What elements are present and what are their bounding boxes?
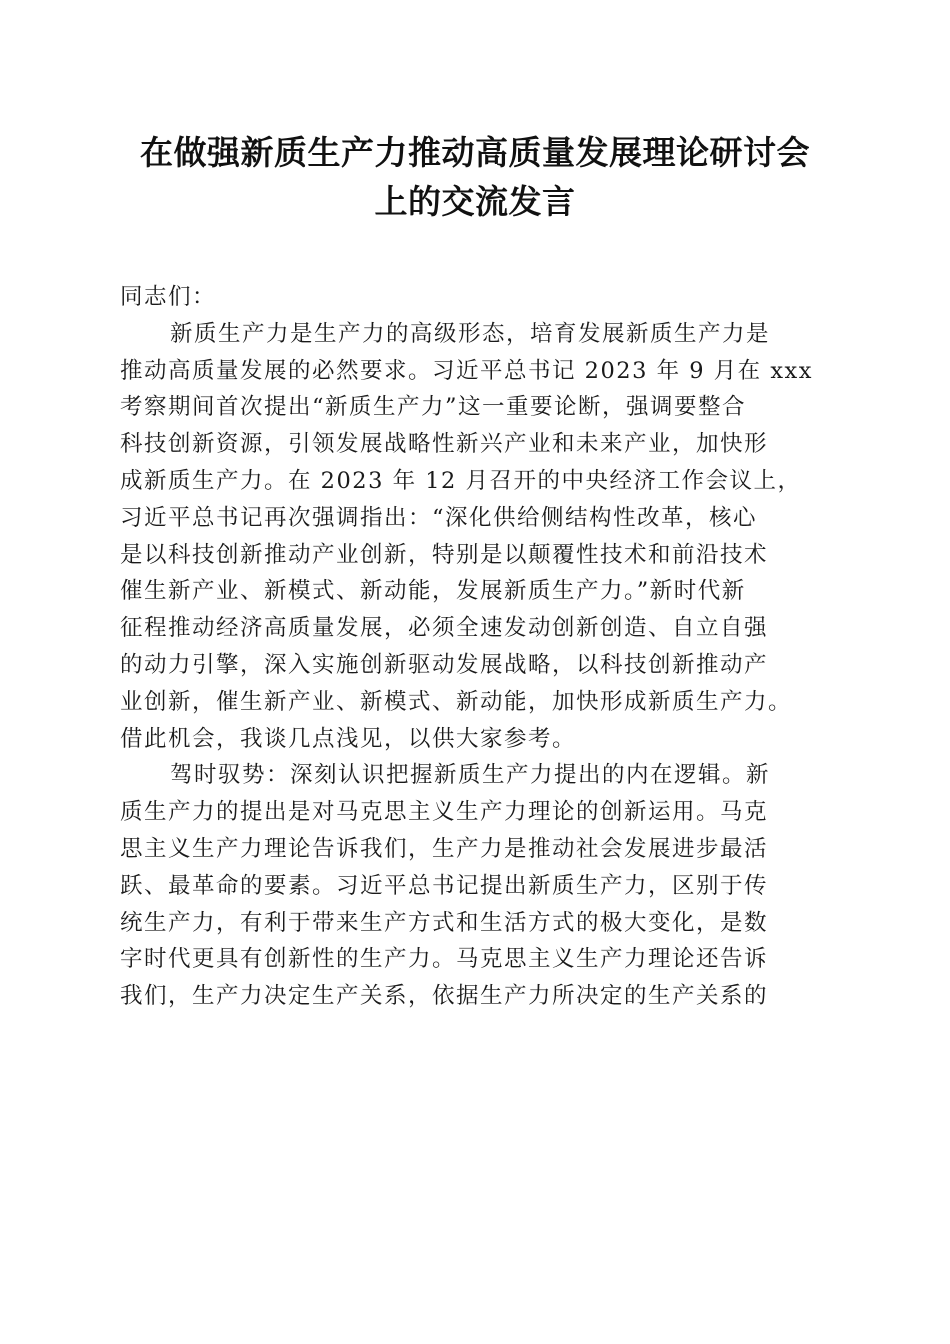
- paragraph-line: 借此机会，我谈几点浅见，以供大家参考。: [120, 725, 577, 752]
- paragraph-line: 征程推动经济高质量发展，必须全速发动创新创造、自立自强: [120, 615, 769, 642]
- title-line: 上的交流发言: [374, 182, 576, 221]
- paragraph-line: 新质生产力是生产力的高级形态，培育发展新质生产力是: [170, 320, 771, 347]
- paragraph-line: 驾时驭势：深刻认识把握新质生产力提出的内在逻辑。新: [170, 762, 771, 789]
- paragraph-section-one: [120, 757, 830, 1015]
- paragraph-line: 业创新，催生新产业、新模式、新动能，加快形成新质生产力。: [120, 688, 793, 715]
- document-page: [120, 128, 830, 1015]
- paragraph-line: 习近平总书记再次强调指出：“深化供给侧结构性改革，核心: [120, 504, 758, 531]
- title-line: 在做强新质生产力推动高质量发展理论研讨会: [140, 133, 810, 172]
- paragraph-intro: [120, 316, 830, 758]
- paragraph-line: 字时代更具有创新性的生产力。马克思主义生产力理论还告诉: [120, 946, 769, 973]
- paragraph-line: 成新质生产力。在 2023 年 12 月召开的中央经济工作会议上，: [120, 467, 802, 494]
- salutation: 同志们：: [120, 284, 217, 310]
- paragraph-line: 我们，生产力决定生产关系，依据生产力所决定的生产关系的: [120, 983, 769, 1010]
- paragraph-line: 考察期间首次提出“新质生产力”这一重要论断，强调要整合: [120, 394, 747, 421]
- paragraph-line: 科技创新资源，引领发展战略性新兴产业和未来产业，加快形: [120, 431, 769, 458]
- document-title: [120, 128, 830, 226]
- paragraph-line: 质生产力的提出是对马克思主义生产力理论的创新运用。马克: [120, 799, 769, 826]
- paragraph-line: 统生产力，有利于带来生产方式和生活方式的极大变化，是数: [120, 909, 769, 936]
- paragraph-line: 跃、最革命的要素。习近平总书记提出新质生产力，区别于传: [120, 872, 769, 899]
- paragraph-line: 思主义生产力理论告诉我们，生产力是推动社会发展进步最活: [120, 835, 769, 862]
- paragraph-line: 催生新产业、新模式、新动能，发展新质生产力。”新时代新: [120, 578, 746, 605]
- paragraph-line: 推动高质量发展的必然要求。习近平总书记 2023 年 9 月在 xxx: [120, 357, 813, 384]
- paragraph-line: 是以科技创新推动产业创新，特别是以颠覆性技术和前沿技术: [120, 541, 769, 568]
- paragraph-line: 的动力引擎，深入实施创新驱动发展战略，以科技创新推动产: [120, 651, 769, 678]
